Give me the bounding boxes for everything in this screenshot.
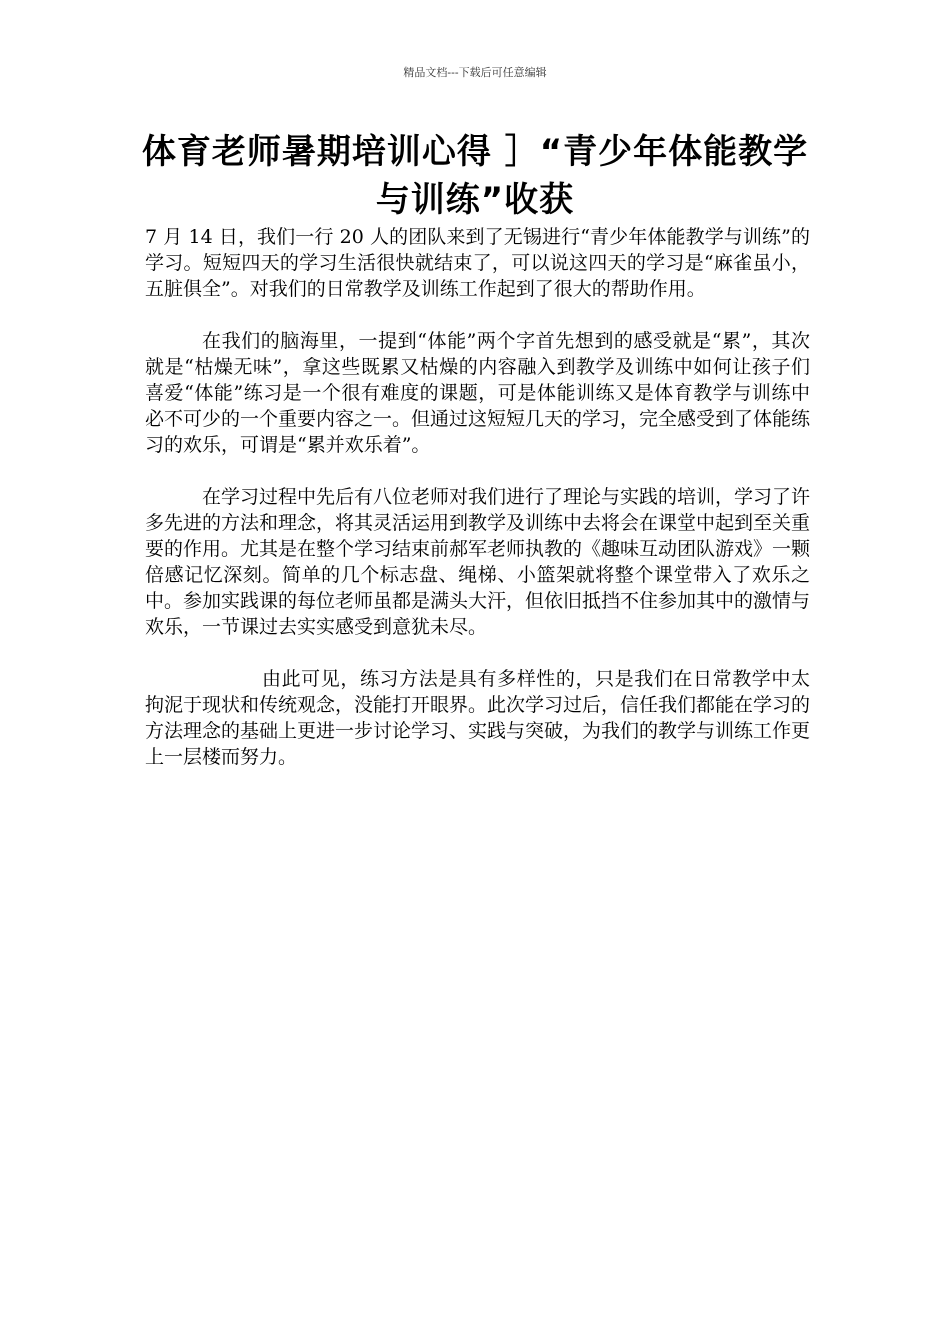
paragraph-4: 由此可见，练习方法是具有多样性的，只是我们在日常教学中太拘泥于现状和传统观念，没能打开眼界。此次学习过后，信任我们都能在学习的方法理念的基础上更进一步讨论学习、实践与突破，为我们的教学与训练工作更上一层楼而努力。 [145,668,811,768]
document-title: 体育老师暑期培训心得 ］“青少年体能教学与训练”收获 [141,132,809,220]
paragraph-2: 在我们的脑海里，一提到“体能”两个字首先想到的感受就是“累”，其次就是“枯燥无味”，拿这些既累又枯燥的内容融入到教学及训练中如何让孩子们喜爱“体能”练习是一个很有难度的课题，可是体能训练又是体育教学与训练中必不可少的一个重要内容之一。但通过这短短几天的学习，完全感受到了体能练习的欢乐，可谓是“累并欢乐着”。 [145,330,811,456]
paragraph-3: 在学习过程中先后有八位老师对我们进行了理论与实践的培训，学习了许多先进的方法和理念，将其灵活运用到教学及训练中去将会在课堂中起到至关重要的作用。尤其是在整个学习结束前郝军老师执教的《趣味互动团队游戏》一颗倍感记忆深刻。简单的几个标志盘、绳梯、小篮架就将整个课堂带入了欢乐之中。参加实践课的每位老师虽都是满头大汗，但依旧抵挡不住参加其中的激情与欢乐，一节课过去实实感受到意犹未尽。 [145,486,811,638]
header-note: 精品文档---下载后可任意编辑 [403,66,547,79]
document-body [145,224,810,796]
paragraph-1: 7 月 14 日，我们一行 20 人的团队来到了无锡进行“青少年体能教学与训练”的学习。短短四天的学习生活很快就结束了，可以说这四天的学习是“麻雀虽小，五脏俱全”。对我们的日常教学及训练工作起到了很大的帮助作用。 [145,226,810,300]
